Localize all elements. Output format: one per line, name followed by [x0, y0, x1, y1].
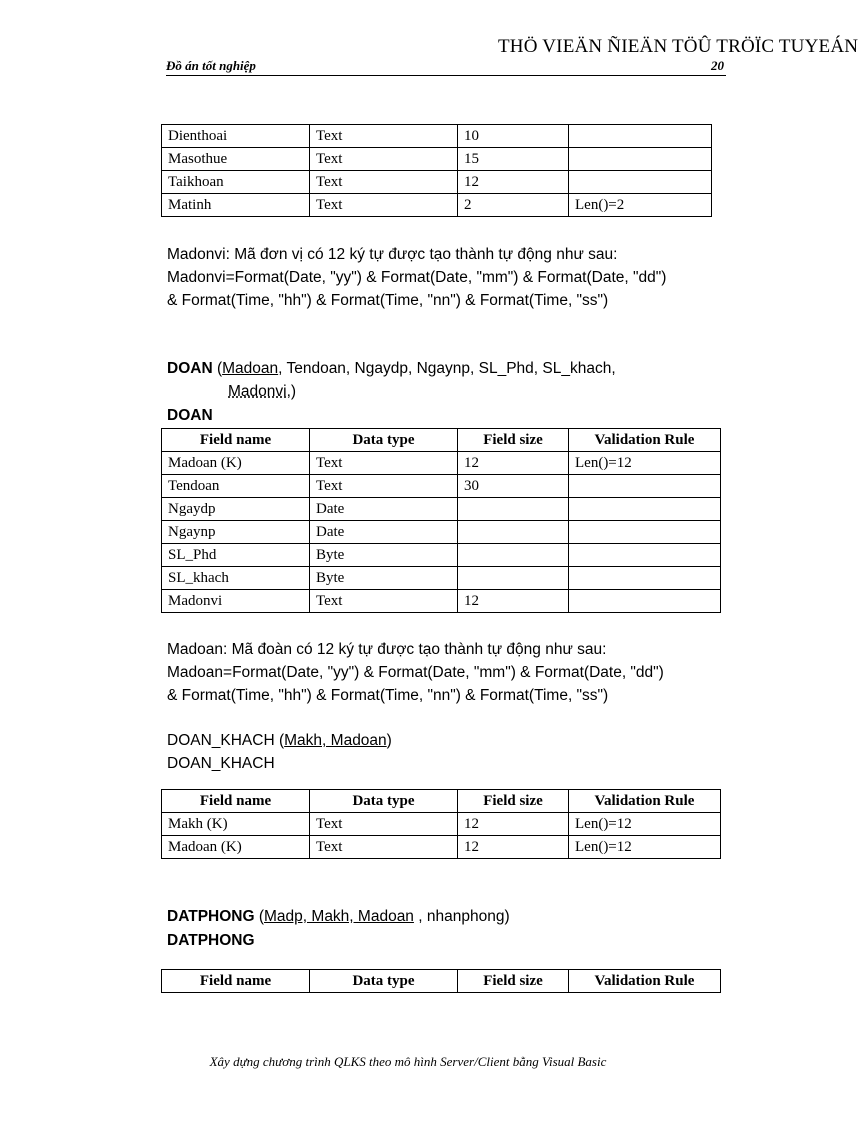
doan-table-cell: Byte [310, 567, 458, 590]
doan-table-row [162, 544, 721, 567]
doan-table-cell: Date [310, 498, 458, 521]
doan-table-cell: Madoan (K) [162, 452, 310, 475]
table-top [161, 124, 712, 217]
madoan-note-line1: Madoan: Mã đoàn có 12 ký tự được tạo thành tự động như sau: [167, 641, 607, 658]
doan-table-cell: Text [310, 590, 458, 613]
doan-table-cell [569, 475, 721, 498]
datphong-header-cell: Validation Rule [569, 970, 721, 993]
doan-table-cell: 30 [458, 475, 569, 498]
doan-table-title: DOAN [167, 407, 213, 424]
table-datphong [161, 969, 721, 993]
top-table-cell: Text [310, 125, 458, 148]
doan-table-cell [458, 567, 569, 590]
doan-table-row [162, 498, 721, 521]
table-doan-khach [161, 789, 721, 859]
table-doan [161, 428, 721, 613]
doan-table-cell: Text [310, 452, 458, 475]
top-table-cell [569, 171, 712, 194]
doan-table-cell: Tendoan [162, 475, 310, 498]
madonvi-note-line2: Madonvi=Format(Date, "yy") & Format(Date, "mm") & Format(Date, "dd") [167, 269, 667, 286]
top-table-cell: 10 [458, 125, 569, 148]
page-footer: Xây dựng chương trình QLKS theo mô hình Server/Client bằng Visual Basic [209, 1054, 607, 1069]
doan-table-cell [569, 498, 721, 521]
top-table-cell: Masothue [162, 148, 310, 171]
top-table-cell: Dienthoai [162, 125, 310, 148]
doan-table-cell [569, 590, 721, 613]
doan-khach-header-cell: Field name [162, 790, 310, 813]
madoan-note-line2: Madoan=Format(Date, "yy") & Format(Date, "mm") & Format(Date, "dd") [167, 664, 664, 681]
doan-table-row [162, 567, 721, 590]
doan-entity-name: DOAN [167, 360, 213, 377]
doan-khach-header-cell: Data type [310, 790, 458, 813]
doan-table-cell: Madonvi [162, 590, 310, 613]
top-table-row [162, 148, 712, 171]
doan-khach-entity-name: DOAN_KHACH [167, 732, 275, 749]
doan-table-row [162, 590, 721, 613]
doan-table-cell [569, 521, 721, 544]
datphong-table-title: DATPHONG [167, 932, 255, 949]
doan-khach-keys: Makh, Madoan [284, 732, 387, 749]
page-number: 20 [711, 58, 724, 73]
doan-khach-sig-close: ) [386, 732, 392, 749]
doan-table-cell: Len()=12 [569, 452, 721, 475]
madoan-note-line3: & Format(Time, "hh") & Format(Time, "nn") & Format(Time, "ss") [167, 687, 609, 704]
madoan-note [167, 638, 737, 707]
doan-table-cell: Date [310, 521, 458, 544]
datphong-header-cell: Field size [458, 970, 569, 993]
doan-table-row [162, 475, 721, 498]
doan-khach-table-cell: 12 [458, 813, 569, 836]
doan-khach-header-cell: Validation Rule [569, 790, 721, 813]
doan-table-cell [458, 544, 569, 567]
doan-khach-table-cell: Text [310, 813, 458, 836]
datphong-header-cell: Field name [162, 970, 310, 993]
top-table-cell: 15 [458, 148, 569, 171]
top-table-cell: Text [310, 148, 458, 171]
doan-table-cell [458, 498, 569, 521]
watermark-text: THÖ VIEÄN ÑIEÄN TÖÛ TRÖÏC TUYEÁN [498, 36, 858, 57]
doan-fk: Madonvi [228, 383, 287, 400]
doan-table-cell: Ngaynp [162, 521, 310, 544]
datphong-signature [167, 906, 510, 928]
doan-khach-table-cell: Text [310, 836, 458, 859]
doan-table-cell: 12 [458, 452, 569, 475]
top-table-cell [569, 148, 712, 171]
top-table-cell: Text [310, 194, 458, 217]
datphong-header-cell: Data type [310, 970, 458, 993]
doan-khach-table-cell: Makh (K) [162, 813, 310, 836]
top-table-cell: Text [310, 171, 458, 194]
doan-table-cell: Byte [310, 544, 458, 567]
top-table-cell: 12 [458, 171, 569, 194]
doan-header-cell: Field size [458, 429, 569, 452]
doan-table-cell [569, 567, 721, 590]
datphong-sig-open: ( [254, 908, 265, 925]
doan-sig-open: ( [212, 360, 223, 377]
top-table-cell: Matinh [162, 194, 310, 217]
doan-header-cell: Field name [162, 429, 310, 452]
doan-table-cell [569, 544, 721, 567]
doan-key: Madoan [222, 360, 279, 377]
doan-khach-header-cell: Field size [458, 790, 569, 813]
madonvi-note-line3: & Format(Time, "hh") & Format(Time, "nn") & Format(Time, "ss") [167, 292, 609, 309]
doan-header-cell: Validation Rule [569, 429, 721, 452]
madonvi-note-line1: Madonvi: Mã đơn vị có 12 ký tự được tạo thành tự động như sau: [167, 246, 618, 263]
top-table-row [162, 125, 712, 148]
top-table-row [162, 171, 712, 194]
datphong-sig-rest: , nhanphong) [413, 908, 510, 925]
doan-khach-table-title: DOAN_KHACH [167, 755, 275, 772]
doan-khach-table-row [162, 836, 721, 859]
doan-signature-line2 [228, 381, 296, 403]
header-title: Đồ án tốt nghiệp [166, 58, 256, 73]
top-table-cell: 2 [458, 194, 569, 217]
doan-khach-table-cell: Madoan (K) [162, 836, 310, 859]
top-table-cell: Len()=2 [569, 194, 712, 217]
datphong-entity-name: DATPHONG [167, 908, 255, 925]
doan-table-cell [458, 521, 569, 544]
doan-khach-signature [167, 730, 392, 752]
doan-khach-table-cell: Len()=12 [569, 813, 721, 836]
top-table-cell [569, 125, 712, 148]
doan-table-cell: SL_Phd [162, 544, 310, 567]
doan-sig-rest: , Tendoan, Ngaydp, Ngaynp, SL_Phd, SL_khach, [278, 360, 616, 377]
doan-table-cell: 12 [458, 590, 569, 613]
top-table-row [162, 194, 712, 217]
datphong-keys: Madp, Makh, Madoan [264, 908, 414, 925]
doan-signature [167, 358, 616, 380]
doan-header-cell: Data type [310, 429, 458, 452]
header-rule [166, 75, 726, 76]
doan-sig-close: ,) [286, 383, 297, 400]
doan-table-row [162, 521, 721, 544]
doan-table-row [162, 452, 721, 475]
doan-table-cell: SL_khach [162, 567, 310, 590]
top-table-cell: Taikhoan [162, 171, 310, 194]
doan-khach-sig-open: ( [274, 732, 285, 749]
doan-khach-table-cell: Len()=12 [569, 836, 721, 859]
madonvi-note [167, 243, 737, 312]
doan-table-cell: Ngaydp [162, 498, 310, 521]
doan-khach-table-cell: 12 [458, 836, 569, 859]
doan-khach-table-row [162, 813, 721, 836]
doan-table-cell: Text [310, 475, 458, 498]
